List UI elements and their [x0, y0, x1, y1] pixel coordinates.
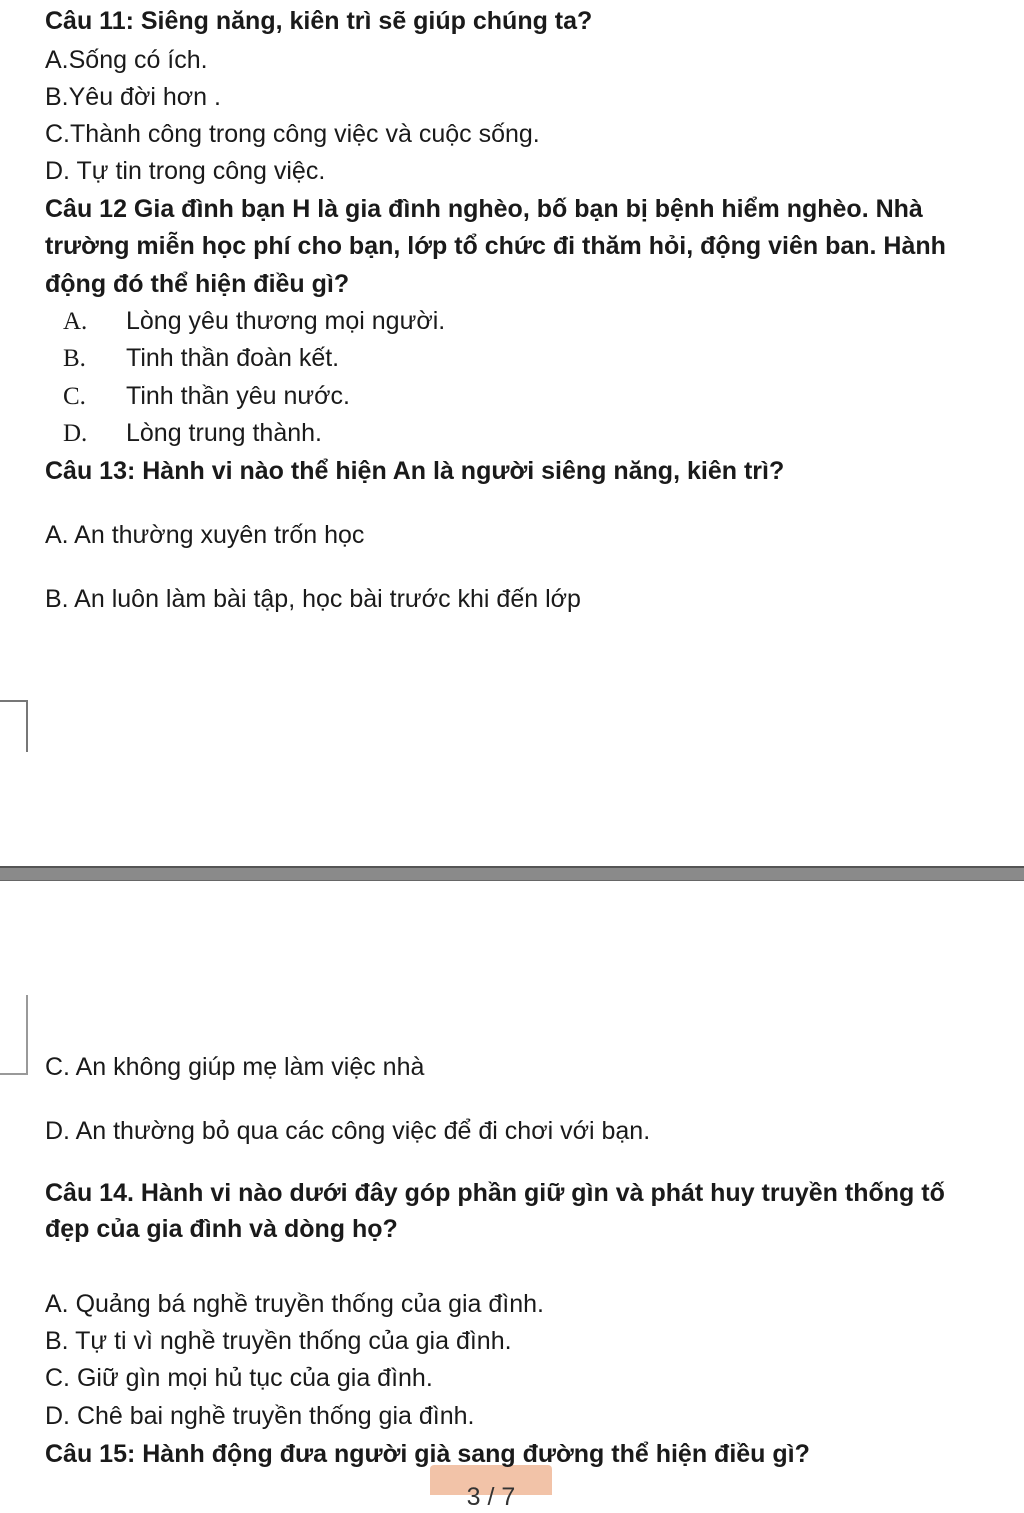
q12-option-b-letter: B.	[63, 345, 86, 372]
page-bottom-corner	[0, 700, 28, 752]
q13-option-b: B. An luôn làm bài tập, học bài trước khi đến lớp	[45, 585, 581, 613]
page-indicator-text: 3 / 7	[466, 1483, 516, 1511]
q12-option-d	[63, 417, 322, 450]
q12-option-d-text: Lòng trung thành.	[126, 419, 322, 447]
question-15: Câu 15: Hành động đưa người già sang đường thể hiện điều gì?	[45, 1440, 810, 1468]
q13-option-c: C. An không giúp mẹ làm việc nhà	[45, 1053, 425, 1081]
q12-option-a-letter: A.	[63, 308, 88, 335]
q11-option-c: C.Thành công trong công việc và cuộc sống.	[45, 120, 540, 148]
q14-option-a: A. Quảng bá nghề truyền thống của gia đình.	[45, 1290, 544, 1318]
q11-option-b: B.Yêu đời hơn .	[45, 83, 221, 111]
question-13: Câu 13: Hành vi nào thể hiện An là người siêng năng, kiên trì?	[45, 457, 785, 485]
q12-option-c	[63, 380, 350, 413]
page-top-corner	[0, 995, 28, 1075]
question-14-line-1: Câu 14. Hành vi nào dưới đây góp phần giữ gìn và phát huy truyền thống tố	[45, 1179, 945, 1207]
q12-option-a-text: Lòng yêu thương mọi người.	[126, 307, 446, 335]
question-11: Câu 11: Siêng năng, kiên trì sẽ giúp chúng ta?	[45, 7, 593, 35]
question-14-line-2: đẹp của gia đình và dòng họ?	[45, 1215, 398, 1243]
q12-option-b-text: Tinh thần đoàn kết.	[126, 344, 340, 372]
q12-option-c-letter: C.	[63, 383, 86, 410]
q11-option-a: A.Sống có ích.	[45, 46, 208, 74]
q12-option-d-letter: D.	[63, 420, 88, 447]
q14-option-c: C. Giữ gìn mọi hủ tục của gia đình.	[45, 1364, 433, 1392]
q13-option-d: D. An thường bỏ qua các công việc để đi chơi với bạn.	[45, 1117, 651, 1145]
q14-option-d: D. Chê bai nghề truyền thống gia đình.	[45, 1402, 475, 1430]
q12-option-a	[63, 305, 445, 338]
question-12-line-2: trường miễn học phí cho bạn, lớp tổ chức đi thăm hỏi, động viên ban. Hành	[45, 232, 946, 260]
q13-option-a: A. An thường xuyên trốn học	[45, 521, 365, 549]
q14-option-b: B. Tự ti vì nghề truyền thống của gia đình.	[45, 1327, 512, 1355]
question-12-line-3: động đó thể hiện điều gì?	[45, 270, 350, 298]
question-12-line-1: Câu 12 Gia đình bạn H là gia đình nghèo, bố bạn bị bệnh hiểm nghèo. Nhà	[45, 195, 923, 223]
page-separator	[0, 866, 1024, 881]
q11-option-d: D. Tự tin trong công việc.	[45, 157, 326, 185]
q12-option-b	[63, 342, 339, 375]
q12-option-c-text: Tinh thần yêu nước.	[126, 382, 350, 410]
